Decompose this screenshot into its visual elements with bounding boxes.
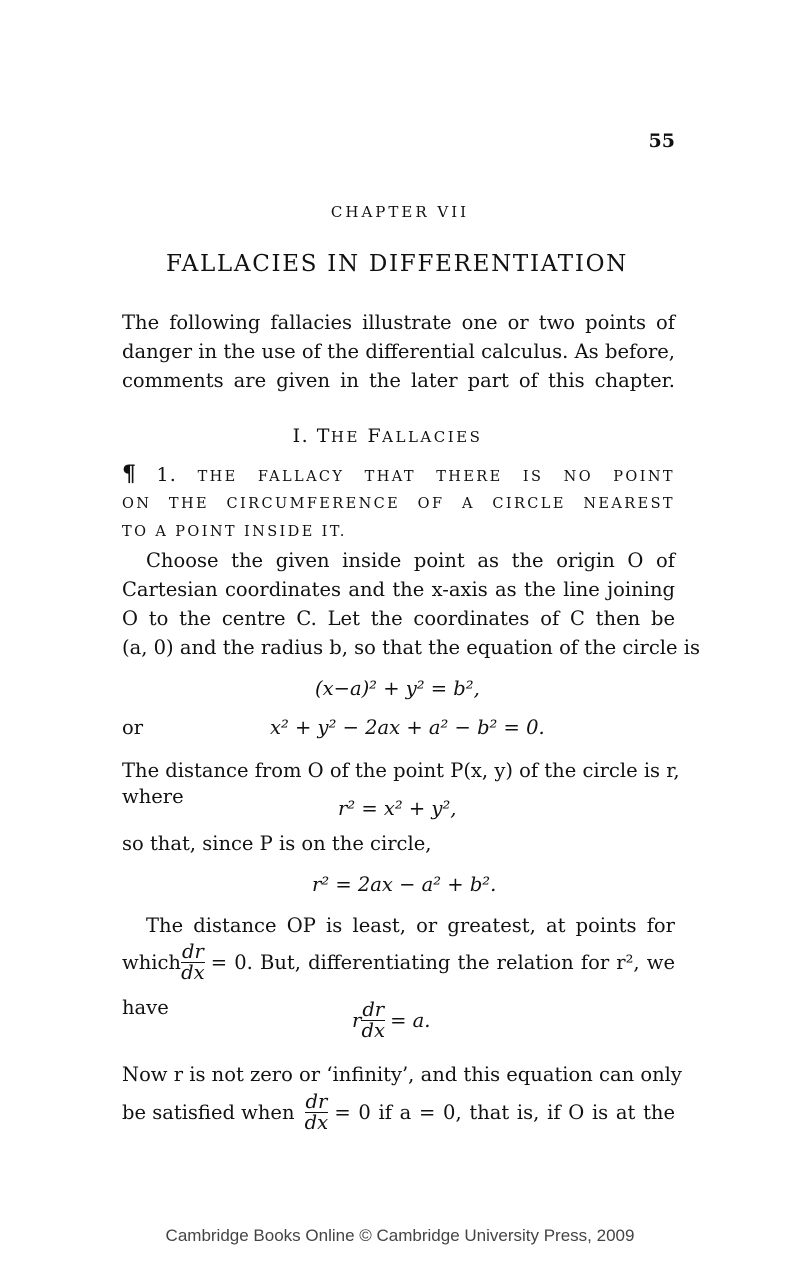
fallacy-heading-line-3 (122, 516, 675, 546)
equation-derivative (352, 1000, 431, 1041)
satisfied-fraction-denominator: dx (304, 1111, 329, 1134)
equation-radius-circle: r² = 2ax − a² + b². (312, 873, 497, 896)
equation-derivative-rhs: = a. (390, 1009, 431, 1032)
or-label: or (122, 716, 144, 739)
section-numeral: I. (292, 425, 310, 447)
which-word: which (122, 951, 181, 974)
copyright-footer: Cambridge Books Online © Cambridge University Press, 2009 (165, 1226, 635, 1245)
where-label: where (122, 785, 184, 808)
fallacy-heading-line-2 (122, 488, 675, 518)
fallacy-heading-text-3: TO A POINT INSIDE IT. (122, 524, 347, 540)
intro-line-2: danger in the use of the differential calculus. As before, (122, 340, 675, 363)
derivative-fraction (181, 942, 205, 983)
now-line: Now r is not zero or ‘infinity’, and this equation can only (122, 1063, 682, 1086)
equation-radius: r² = x² + y², (338, 797, 457, 820)
section-word-2-rest: ALLACIES (382, 428, 483, 446)
pilcrow-mark: ¶ (122, 461, 136, 487)
fallacy-heading-line-1 (122, 460, 675, 491)
distance-line: The distance from O of the point P(x, y) of the circle is r, (122, 759, 680, 782)
intro-line-3: comments are given in the later part of this chapter. (122, 369, 675, 392)
chapter-title: FALLACIES IN DIFFERENTIATION (165, 251, 629, 277)
satisfied-line (122, 1092, 675, 1133)
intro-line-1: The following fallacies illustrate one or two points of (122, 311, 675, 334)
equation-derivative-fraction (361, 1000, 385, 1041)
eq-fraction-denominator: dx (361, 1019, 385, 1042)
so-that-line: so that, since P is on the circle, (122, 832, 432, 855)
fraction-numerator: dr (181, 940, 204, 963)
body-line-1: Choose the given inside point as the origin O of (146, 549, 675, 572)
fallacy-heading-text-2: ON THE CIRCUMFERENCE OF A CIRCLE NEAREST (122, 496, 675, 512)
chapter-label: CHAPTER VII (330, 203, 470, 221)
eq-fraction-numerator: dr (362, 998, 385, 1021)
have-label: have (122, 996, 169, 1019)
least-line: The distance OP is least, or greatest, at points for (146, 914, 675, 937)
equation-expanded: x² + y² − 2ax + a² − b² = 0. (270, 716, 545, 739)
section-word-2-initial: F (367, 425, 383, 447)
fallacy-number: 1. (156, 464, 178, 486)
satisfied-fraction-numerator: dr (305, 1090, 328, 1113)
body-line-3: O to the centre C. Let the coordinates of C then be (122, 607, 675, 630)
section-word-1-initial: T (316, 425, 331, 447)
equation-derivative-r: r (352, 1009, 362, 1032)
satisfied-rest: = 0 if a = 0, that is, if O is at the (334, 1101, 675, 1124)
body-line-2: Cartesian coordinates and the x-axis as the line joining (122, 578, 675, 601)
fallacy-heading-text-1: THE FALLACY THAT THERE IS NO POINT (197, 469, 675, 485)
satisfied-pre: be satisfied when (122, 1101, 295, 1124)
section-word-1-rest: HE (330, 428, 360, 446)
page-number: 55 (648, 130, 675, 152)
which-line (122, 942, 675, 983)
satisfied-fraction (305, 1092, 329, 1133)
section-heading (0, 425, 775, 447)
which-line-rest: = 0. But, differentiating the relation for r², we (210, 951, 675, 974)
fraction-denominator: dx (181, 961, 205, 984)
body-line-4: (a, 0) and the radius b, so that the equation of the circle is (122, 636, 700, 659)
equation-circle: (x−a)² + y² = b², (315, 677, 480, 700)
